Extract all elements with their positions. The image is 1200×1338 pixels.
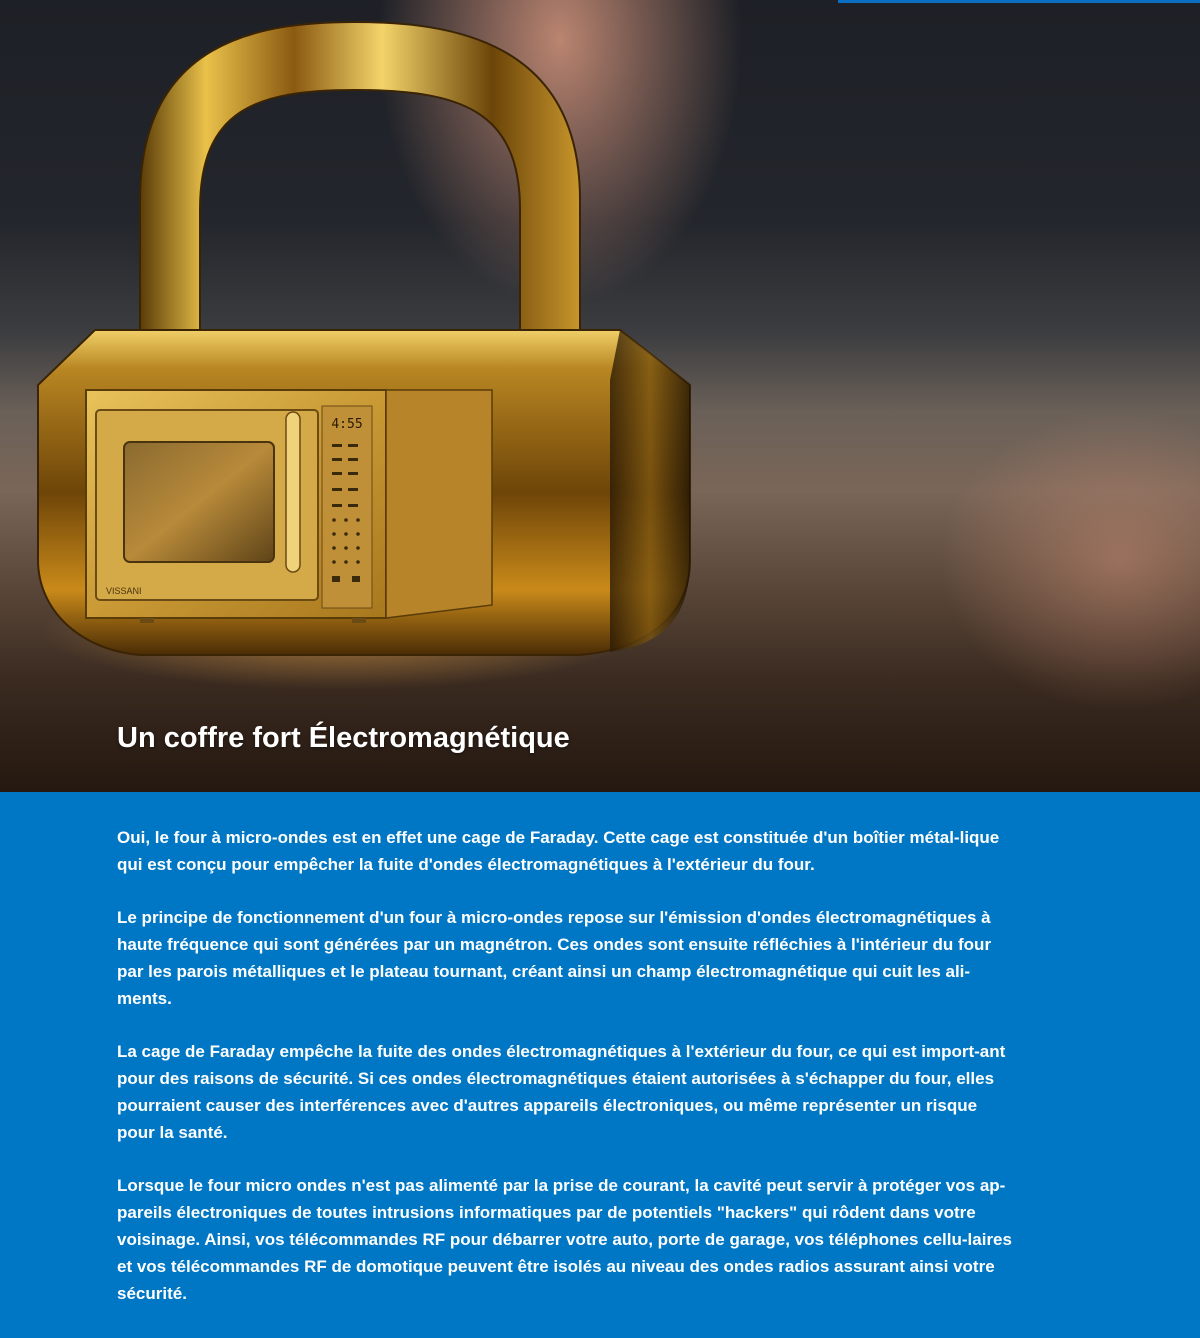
oven-foot (352, 618, 366, 623)
page-title: Un coffre fort Électromagnétique (117, 722, 570, 754)
oven-clock-display: 4:55 (331, 417, 363, 432)
door-handle (286, 412, 300, 572)
microwave-window (124, 442, 274, 562)
padlock-shackle (140, 22, 580, 340)
microwave-side (386, 390, 492, 618)
article-body (0, 792, 1012, 1307)
control-panel (322, 406, 372, 608)
microwave-oven (86, 390, 492, 623)
article-paragraph: Oui, le four à micro-ondes est en effet une cage de Faraday. Cette cage est constituée d'un boîtier métal-lique qui est conçu pour empêcher la fuite d'ondes électromagnétiques à l'extérieur du four. (117, 828, 1000, 874)
oven-foot (140, 618, 154, 623)
oven-brand-label: VISSANI (106, 586, 142, 596)
article-paragraph: Le principe de fonctionnement d'un four à micro-ondes repose sur l'émission d'ondes électromagnétiques à haute fréquence qui sont générées par un magnétron. Ces ondes sont ensuite réfléchies à l'intérieur du four par les parois métalliques et le plateau tournant, créant ainsi un champ électromagnétique qui cuit les ali-ments. (117, 908, 992, 1008)
article-paragraph: La cage de Faraday empêche la fuite des ondes électromagnétiques à l'extérieur du four, ce qui est import-ant pour des raisons de sécurité. Si ces ondes électromagnétiques étaient autorisées à s'échapper du four, elles pourraient causer des interférences avec d'autres appareils électroniques, ou même représenter un risque pour la santé. (117, 1042, 1006, 1142)
padlock-body-side (610, 330, 690, 652)
article-paragraph: Lorsque le four micro ondes n'est pas alimenté par la prise de courant, la cavité peut servir à protéger vos ap-pareils électroniques de toutes intrusions informatiques par de potentiels "hackers" qui rôdent dans votre voisinage. Ainsi, vos télécommandes RF pour débarrer votre auto, porte de garage, vos téléphones cellu-laires et vos télécommandes RF de domotique peuvent être isolés au niveau des ondes radios assurant ainsi votre sécurité. (117, 1176, 1012, 1303)
